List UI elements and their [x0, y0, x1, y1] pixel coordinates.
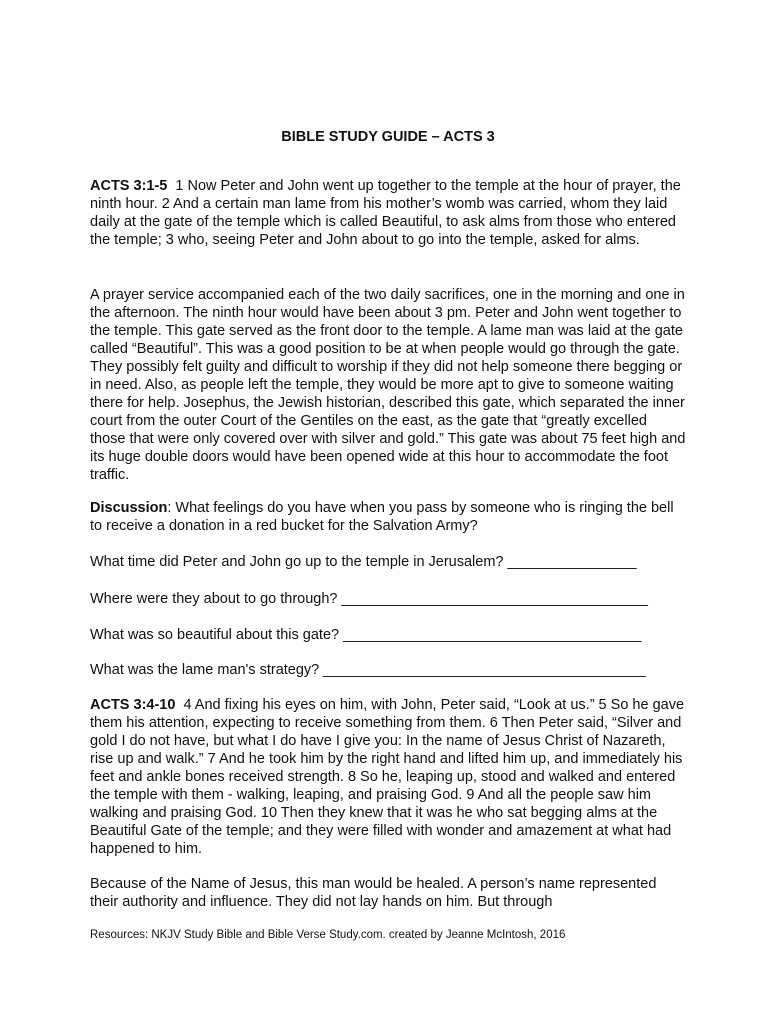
- commentary-paragraph: A prayer service accompanied each of the two daily sacrifices, one in the morning and one in the afternoon. The ninth hour would have been about 3 pm. Peter and John went together to the temple. This gate served as the front door to the temple. A lame man was laid at the gate called “Beautiful”. This was a good position to be at when people would go through the gate. They possibly felt guilty and difficult to worship if they did not help someone there begging or in need. Also, as people left the temple, they would be more apt to give to someone waiting there for help. Josephus, the Jewish historian, described this gate, which separated the inner court from the outer Court of the Gentiles on the east, as the gate that “greatly excelled those that were only covered over with silver and gold.” This gate was about 75 feet high and its huge double doors would have been opened wide at this hour to accommodate the foot traffic.: [90, 287, 686, 483]
- discussion-paragraph: [90, 499, 686, 535]
- question-4: What was the lame man's strategy? ________________________________________: [90, 662, 646, 678]
- document-page: [90, 0, 686, 1024]
- question-2: Where were they about to go through? ______________________________________: [90, 591, 648, 607]
- question-3: What was so beautiful about this gate? _____________________________________: [90, 627, 642, 643]
- document-title: BIBLE STUDY GUIDE – ACTS 3: [281, 129, 495, 145]
- acts-3-4-10-passage: [90, 696, 686, 858]
- question-1: What time did Peter and John go up to the temple in Jerusalem? ________________: [90, 554, 637, 570]
- passage-text: 1 Now Peter and John went up together to the temple at the hour of prayer, the ninth hour. 2 And a certain man lame from his mother’s womb was carried, whom they laid daily at the gate of the temple which is called Beautiful, to ask alms from those who entered the temple; 3 who, seeing Peter and John about to go into the temple, asked for alms.: [90, 178, 681, 248]
- commentary-paragraph-2: Because of the Name of Jesus, this man would be healed. A person’s name represented their authority and influence. They did not lay hands on him. But through: [90, 876, 657, 910]
- footer-resources: Resources: NKJV Study Bible and Bible Verse Study.com. created by Jeanne McIntosh, 2016: [90, 929, 566, 941]
- acts-3-1-5-passage: [90, 177, 686, 249]
- passage-reference: ACTS 3:4-10: [90, 697, 176, 713]
- passage-text: 4 And fixing his eyes on him, with John, Peter said, “Look at us.” 5 So he gave them his attention, expecting to receive something from them. 6 Then Peter said, “Silver and gold I do not have, but what I do have I give you: In the name of Jesus Christ of Nazareth, rise up and walk.” 7 And he took him by the right hand and lifted him up, and immediately his feet and ankle bones received strength. 8 So he, leaping up, stood and walked and entered the temple with them - walking, leaping, and praising God. 9 And all the people saw him walking and praising God. 10 Then they knew that it was he who sat begging alms at the Beautiful Gate of the temple; and they were filled with wonder and amazement at what had happened to him.: [90, 697, 685, 857]
- discussion-text: : What feelings do you have when you pass by someone who is ringing the bell to receive a donation in a red bucket for the Salvation Army?: [90, 500, 674, 534]
- discussion-label: Discussion: [90, 500, 168, 516]
- passage-reference: ACTS 3:1-5: [90, 178, 168, 194]
